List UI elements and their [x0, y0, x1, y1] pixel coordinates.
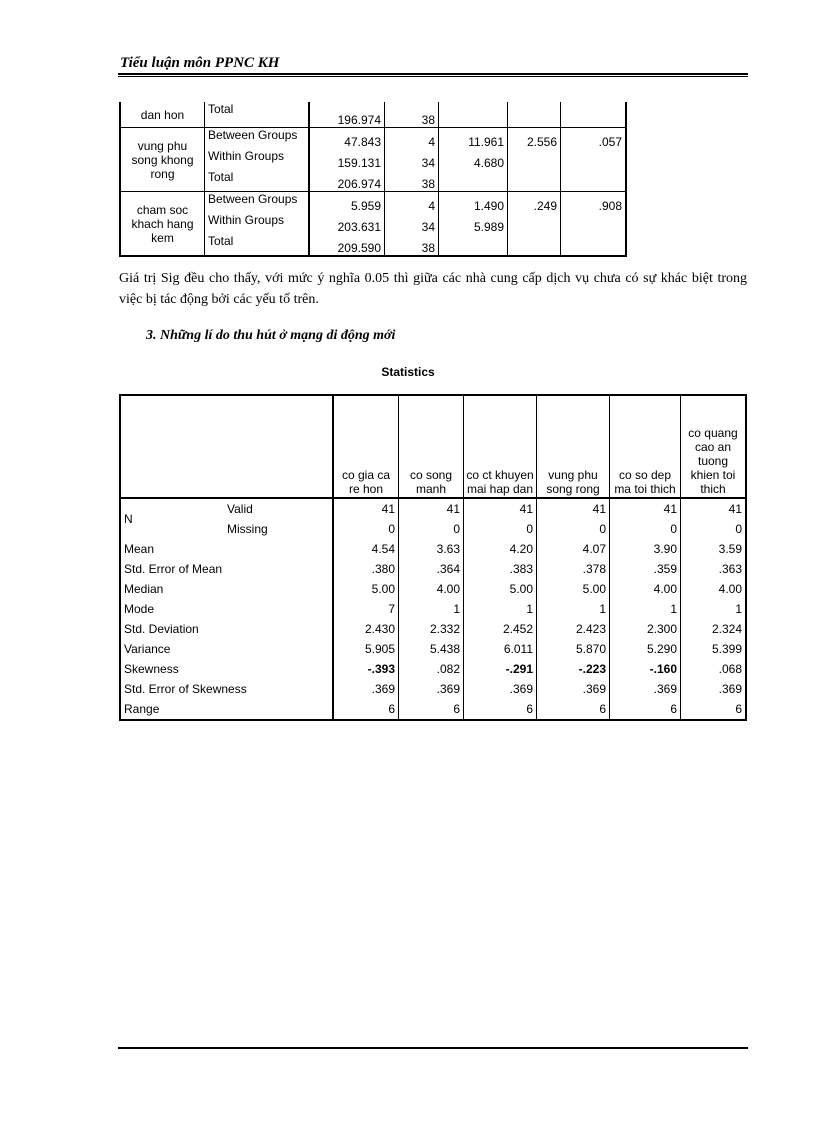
cell: 4.00: [681, 579, 747, 599]
cell: 1: [464, 599, 537, 619]
cell: 4.00: [399, 579, 464, 599]
cell: 4.07: [537, 539, 610, 559]
anova-ss: 196.974: [309, 102, 385, 128]
cell: 0: [333, 519, 399, 539]
anova-source: Within Groups: [205, 149, 310, 170]
anova-df: 38: [385, 234, 439, 256]
anova-sig: [561, 149, 627, 170]
footer-rule: [118, 1047, 748, 1049]
anova-table: [119, 102, 627, 257]
anova-ss: 203.631: [309, 213, 385, 234]
cell: 41: [537, 498, 610, 519]
cell: 6.011: [464, 639, 537, 659]
cell: 3.63: [399, 539, 464, 559]
anova-f: [508, 170, 561, 192]
cell: -.160: [610, 659, 681, 679]
cell: 2.324: [681, 619, 747, 639]
row-label: Std. Error of Mean: [120, 559, 333, 579]
cell: .369: [681, 679, 747, 699]
cell: 6: [537, 699, 610, 720]
anova-ss: 159.131: [309, 149, 385, 170]
page-header-title: Tiểu luận môn PPNC KH: [120, 55, 280, 71]
anova-sig: [561, 213, 627, 234]
cell: .364: [399, 559, 464, 579]
cell: 3.59: [681, 539, 747, 559]
cell: 4.20: [464, 539, 537, 559]
anova-df: 4: [385, 128, 439, 150]
header-rule: [118, 73, 748, 75]
anova-ms: [439, 170, 508, 192]
cell: .369: [464, 679, 537, 699]
anova-f: [508, 149, 561, 170]
cell: .068: [681, 659, 747, 679]
anova-sig: [561, 234, 627, 256]
cell: 0: [681, 519, 747, 539]
anova-df: 38: [385, 102, 439, 128]
anova-f: [508, 234, 561, 256]
cell: 41: [399, 498, 464, 519]
row-label: Variance: [120, 639, 333, 659]
anova-ms: 11.961: [439, 128, 508, 150]
cell: 5.905: [333, 639, 399, 659]
cell: 2.332: [399, 619, 464, 639]
anova-ss: 5.959: [309, 192, 385, 214]
anova-df: 34: [385, 149, 439, 170]
anova-source: Total: [205, 102, 310, 128]
anova-df: 4: [385, 192, 439, 214]
anova-ms: 1.490: [439, 192, 508, 214]
body-paragraph: Giá trị Sig đều cho thấy, với mức ý nghĩa 0.05 thì giữa các nhà cung cấp dịch vụ chưa có sự khác biệt trong việc bị tác động bởi các yếu tố trên.: [119, 271, 747, 307]
anova-df: 38: [385, 170, 439, 192]
cell: 5.00: [333, 579, 399, 599]
statistics-table: [119, 394, 747, 721]
cell: 0: [399, 519, 464, 539]
anova-f: 2.556: [508, 128, 561, 150]
anova-group-label: cham soc khach hang kem: [120, 192, 205, 257]
cell: 4.54: [333, 539, 399, 559]
cell: .378: [537, 559, 610, 579]
anova-ms: [439, 234, 508, 256]
row-label: Median: [120, 579, 333, 599]
cell: 1: [681, 599, 747, 619]
cell: 4.00: [610, 579, 681, 599]
row-label: Std. Deviation: [120, 619, 333, 639]
row-label: Std. Error of Skewness: [120, 679, 333, 699]
cell: 3.90: [610, 539, 681, 559]
anova-sig: [561, 170, 627, 192]
cell: 2.300: [610, 619, 681, 639]
cell: -.393: [333, 659, 399, 679]
statistics-title: Statistics: [381, 365, 435, 379]
anova-ss: 209.590: [309, 234, 385, 256]
cell: 5.438: [399, 639, 464, 659]
section-heading: 3. Những lí do thu hút ở mạng di động mới: [146, 328, 396, 343]
row-label: Range: [120, 699, 333, 720]
cell: -.223: [537, 659, 610, 679]
cell: 1: [610, 599, 681, 619]
cell: 41: [610, 498, 681, 519]
cell: 2.452: [464, 619, 537, 639]
cell: 5.870: [537, 639, 610, 659]
row-label: Skewness: [120, 659, 333, 679]
cell: .380: [333, 559, 399, 579]
anova-source: Between Groups: [205, 192, 310, 214]
row-label: Mode: [120, 599, 333, 619]
row-label: Mean: [120, 539, 333, 559]
anova-source: Between Groups: [205, 128, 310, 150]
anova-f: [508, 213, 561, 234]
column-header: co gia ca re hon: [333, 395, 399, 498]
anova-ss: 206.974: [309, 170, 385, 192]
cell: .082: [399, 659, 464, 679]
anova-ms: 4.680: [439, 149, 508, 170]
cell: 5.399: [681, 639, 747, 659]
anova-ms: 5.989: [439, 213, 508, 234]
cell: 41: [464, 498, 537, 519]
anova-f: [508, 102, 561, 128]
anova-source: Total: [205, 170, 310, 192]
cell: .369: [537, 679, 610, 699]
row-label-n: N: [124, 512, 133, 526]
cell: .369: [610, 679, 681, 699]
anova-sig: .057: [561, 128, 627, 150]
cell: .369: [333, 679, 399, 699]
anova-source: Within Groups: [205, 213, 310, 234]
statistics-corner: [120, 395, 333, 498]
column-header: co ct khuyen mai hap dan: [464, 395, 537, 498]
anova-ss: 47.843: [309, 128, 385, 150]
cell: 41: [333, 498, 399, 519]
cell: 2.423: [537, 619, 610, 639]
cell: .359: [610, 559, 681, 579]
cell: 7: [333, 599, 399, 619]
cell: 41: [681, 498, 747, 519]
anova-df: 34: [385, 213, 439, 234]
anova-f: .249: [508, 192, 561, 214]
row-label: Valid: [227, 498, 333, 519]
cell: 6: [333, 699, 399, 720]
anova-ms: [439, 102, 508, 128]
cell: 1: [399, 599, 464, 619]
cell: -.291: [464, 659, 537, 679]
cell: 0: [610, 519, 681, 539]
cell: 6: [464, 699, 537, 720]
column-header: vung phu song rong: [537, 395, 610, 498]
cell: 0: [537, 519, 610, 539]
column-header: co song manh: [399, 395, 464, 498]
cell: 0: [464, 519, 537, 539]
row-label: Missing: [227, 519, 333, 539]
cell: 5.290: [610, 639, 681, 659]
cell: 6: [610, 699, 681, 720]
cell: .369: [399, 679, 464, 699]
anova-sig: .908: [561, 192, 627, 214]
anova-source: Total: [205, 234, 310, 256]
cell: .383: [464, 559, 537, 579]
cell: 5.00: [464, 579, 537, 599]
column-header: co so dep ma toi thich: [610, 395, 681, 498]
cell: 5.00: [537, 579, 610, 599]
anova-group-label: vung phu song khong rong: [120, 128, 205, 192]
header-rule-thin: [118, 76, 748, 77]
column-header: co quang cao an tuong khien toi thich: [681, 395, 747, 498]
anova-group-label: dan hon: [120, 102, 205, 128]
anova-sig: [561, 102, 627, 128]
cell: 6: [681, 699, 747, 720]
cell: 2.430: [333, 619, 399, 639]
cell: 6: [399, 699, 464, 720]
cell: .363: [681, 559, 747, 579]
cell: 1: [537, 599, 610, 619]
